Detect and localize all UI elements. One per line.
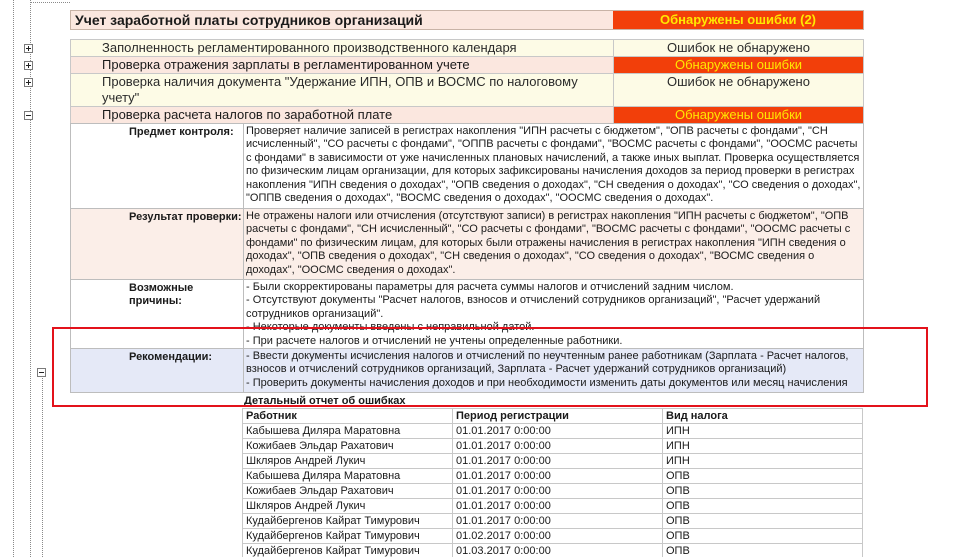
section-header[interactable] [70,10,864,30]
section-title: Учет заработной платы сотрудников организаций [71,11,613,29]
detail-text: Проверяет наличие записей в регистрах накопления "ИПН расчеты с бюджетом", "ОПВ расчеты с фондами", "СН исчисленный", "СО расчеты с фондами", "ОППВ расчеты с фондами", "ВОСМС расчеты с фондами", "ООСМС расчеты с фондами" в зависимости от уже начисленных плановых начислений, а также иных выплат. Проверка осуществляется по физическим лицам организации, для которых зафиксированы начисления доходов за период проверки в регистрах накопления "ИПН сведения о доходах", "ОПВ сведения о доходах", "СН сведения о доходах", "СО сведения о доходах", "ОППВ сведения о доходах", "ВОСМС сведения о доходах", "ООСМС сведения о доходах". [243,124,863,208]
table-row[interactable] [243,529,863,544]
check-row-salary-reflection[interactable] [70,56,864,74]
expand-toggle-ipn-document[interactable] [24,78,33,87]
check-status: Обнаружены ошибки [613,57,863,73]
cause-line: - Были скорректированы параметры для расчета суммы налогов и отчислений задним числом. [246,281,734,293]
cell-period: 01.03.2017 0:00:00 [453,544,663,557]
detail-label: Возможные причины: [71,280,243,348]
column-header[interactable]: Период регистрации [453,409,663,424]
detail-label: Рекомендации: [71,349,243,392]
detail-label: Предмет контроля: [71,124,243,208]
cell-tax-type: ОПВ [663,544,863,557]
cell-tax-type: ИПН [663,454,863,469]
recommendation-line: - Проверить документы начисления доходов и при необходимости изменить даты документов или месяц начисления [246,376,848,389]
check-status: Ошибок не обнаружено [613,40,863,56]
report-title: Детальный отчет об ошибках [244,395,406,407]
cause-line: - Отсутствуют документы "Расчет налогов, взносов и отчислений сотрудников организаций", "Расчет удержаний сотрудников организаций". [246,294,821,320]
table-row[interactable] [243,499,863,514]
table-header-row [243,409,863,424]
cell-employee: Кабышева Диляра Маратовна [243,424,453,439]
table-row[interactable] [243,514,863,529]
cell-tax-type: ОПВ [663,499,863,514]
table-row[interactable] [243,544,863,557]
cell-period: 01.01.2017 0:00:00 [453,499,663,514]
cause-line: - При расчете налогов и отчислений не учтены определенные работники. [246,334,623,347]
collapse-toggle-detail-report[interactable] [37,368,46,377]
check-name: Проверка наличия документа "Удержание ИПН, ОПВ и ВОСМС по налоговому учету" [71,74,613,106]
cell-employee: Кудайбергенов Кайрат Тимурович [243,514,453,529]
table-row[interactable] [243,484,863,499]
cell-period: 01.01.2017 0:00:00 [453,439,663,454]
expand-toggle-salary-reflection[interactable] [24,61,33,70]
column-header[interactable]: Работник [243,409,453,424]
check-row-tax-calc[interactable] [70,106,864,124]
cell-period: 01.01.2017 0:00:00 [453,514,663,529]
table-row[interactable] [243,424,863,439]
detail-result [70,208,864,280]
collapse-toggle-tax-calc[interactable] [24,111,33,120]
cell-period: 01.01.2017 0:00:00 [453,424,663,439]
detail-label: Результат проверки: [71,209,243,279]
recommendation-line: - Ввести документы исчисления налогов и отчислений по неучтенным ранее работникам (Зарплата - Расчет налогов, взносов и отчислений сотрудников организаций, Зарплата - Расчет удержаний сотрудников организаций) [246,350,849,376]
tree-line-outer [13,0,14,557]
cell-tax-type: ОПВ [663,469,863,484]
cell-period: 01.01.2017 0:00:00 [453,454,663,469]
cell-employee: Шкляров Андрей Лукич [243,454,453,469]
detail-text [243,280,863,348]
cell-employee: Кабышева Диляра Маратовна [243,469,453,484]
check-row-calendar[interactable] [70,39,864,57]
tree-hline-top [30,2,70,3]
detail-recommendations [70,348,864,393]
cell-employee: Кожибаев Эльдар Рахатович [243,439,453,454]
table-row[interactable] [243,454,863,469]
expand-toggle-calendar[interactable] [24,44,33,53]
check-row-ipn-document[interactable] [70,73,864,107]
error-report-table [242,408,863,557]
check-status: Обнаружены ошибки [613,107,863,123]
column-header[interactable]: Вид налога [663,409,863,424]
cell-tax-type: ИПН [663,439,863,454]
table-row[interactable] [243,439,863,454]
table-row[interactable] [243,469,863,484]
cell-employee: Кудайбергенов Кайрат Тимурович [243,544,453,557]
tree-line-detail [42,372,43,557]
cell-tax-type: ОПВ [663,529,863,544]
detail-causes [70,279,864,349]
detail-text [243,349,863,392]
cell-tax-type: ИПН [663,424,863,439]
check-name: Проверка расчета налогов по заработной плате [71,107,613,123]
cell-tax-type: ОПВ [663,484,863,499]
cause-line: - Некоторые документы введены с неправильной датой. [246,321,535,334]
cell-period: 01.01.2017 0:00:00 [453,484,663,499]
detail-subject [70,123,864,209]
detail-text: Не отражены налоги или отчисления (отсутствуют записи) в регистрах накопления "ИПН расчеты с бюджетом", "ОПВ расчеты с фондами", "СН исчисленный", "СО расчеты с фондами", "ВОСМС расчеты с фондами", "ООСМС расчеты с фондами" по физическим лицам, для которых были отражены начисления в регистрах накопления "ИПН сведения о доходах", "ОПВ сведения о доходах", "СН сведения о доходах", "СО сведения о доходах", "ВОСМС сведения о доходах", "ООСМС сведения о доходах". [243,209,863,279]
check-name: Заполненность регламентированного производственного календаря [71,40,613,56]
cell-employee: Кудайбергенов Кайрат Тимурович [243,529,453,544]
section-status-badge: Обнаружены ошибки (2) [613,11,863,29]
cell-period: 01.02.2017 0:00:00 [453,529,663,544]
cell-tax-type: ОПВ [663,514,863,529]
cell-employee: Кожибаев Эльдар Рахатович [243,484,453,499]
check-status: Ошибок не обнаружено [613,74,863,106]
check-name: Проверка отражения зарплаты в регламентированном учете [71,57,613,73]
cell-period: 01.01.2017 0:00:00 [453,469,663,484]
cell-employee: Шкляров Андрей Лукич [243,499,453,514]
